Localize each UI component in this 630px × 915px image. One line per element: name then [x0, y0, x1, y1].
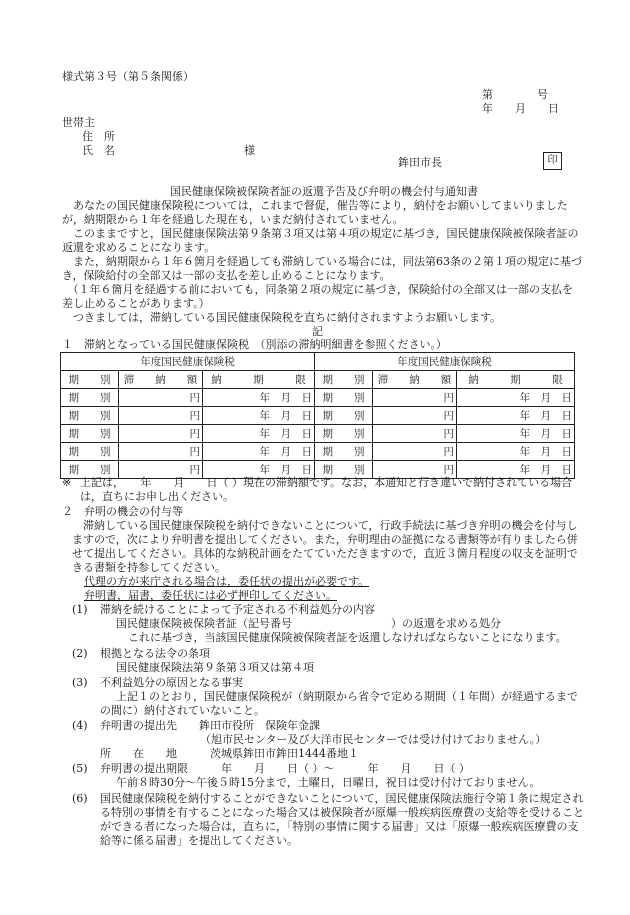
item6-number: (6) [72, 792, 88, 805]
recipient-honorific: 様 [244, 144, 255, 157]
item4-title: 弁明書の提出先 鉾田市役所 保険年金課 [100, 719, 320, 732]
col-period: 期 別 [315, 371, 373, 389]
item4-address-label: 所 在 地 [100, 747, 177, 760]
note-mark: ※ [62, 476, 72, 489]
ki-mark: 記 [312, 325, 323, 338]
table-row [61, 443, 575, 461]
section2-note-seal: 弁明書，届書，委任状には必ず押印してください。 [84, 589, 337, 602]
item2-title: 根拠となる法令の条項 [100, 647, 210, 660]
item1-title: 滞納を続けることによって予定される不利益処分の内容 [100, 603, 375, 616]
row-due-cell: 年 月 日 [457, 389, 575, 407]
intro-paragraph-5: つきましては，滞納している国民健康保険税を直ちに納付されますようお願いします。 [62, 311, 502, 324]
row-period-cell: 期 別 [61, 407, 119, 425]
row-amount-cell: 円 [373, 407, 457, 425]
intro-paragraph-4: （１年６箇月を経過する前においても，同条第２項の規定に基づき，保険給付の全部又は一部の支払を差し止めることがあります。） [62, 283, 574, 310]
item4-line1: （旭市民センター及び大洋市民センターでは受け付けておりません。） [200, 733, 547, 746]
official-seal: 印 [543, 152, 562, 170]
row-amount-cell: 円 [119, 443, 203, 461]
item1-line2: これに基づき，当該国民健康保険被保険者証を返還しなければならないことになります。 [128, 631, 567, 644]
item3-body: 上記１のとおり，国民健康保険税が（納期限から省令で定める期間（１年間）が経過するまでの間に）納付されていないこと。 [100, 690, 578, 717]
item5-number: (5) [72, 762, 88, 775]
row-period-cell: 期 別 [315, 425, 373, 443]
item1-number: (1) [72, 603, 88, 616]
col-due: 納 期 限 [203, 371, 315, 389]
row-period-cell: 期 別 [61, 425, 119, 443]
row-due-cell: 年 月 日 [203, 425, 315, 443]
issuer-mayor: 鉾田市長 [398, 156, 442, 169]
table-column-header [61, 371, 575, 389]
table-group-header [61, 353, 575, 371]
recipient-name-label: 氏 名 [82, 144, 115, 157]
item5-title: 弁明書の提出期限 年 月 日（ ）～ 年 月 日（ ） [100, 762, 470, 775]
section1-heading: １ 滞納となっている国民健康保険税 （別添の滞納明細書を参照ください。） [62, 338, 447, 351]
item3-title: 不利益処分の原因となる事実 [100, 676, 243, 689]
recipient-address-label: 住 所 [82, 130, 115, 143]
row-period-cell: 期 別 [315, 407, 373, 425]
row-period-cell: 期 別 [315, 443, 373, 461]
form-number: 様式第３号（第５条関係） [62, 70, 194, 83]
col-amount: 滞 納 額 [119, 371, 203, 389]
col-due: 納 期 限 [457, 371, 575, 389]
issue-date: 年 月 日 [482, 102, 559, 115]
row-amount-cell: 円 [373, 425, 457, 443]
item4-number: (4) [72, 719, 88, 732]
row-due-cell: 年 月 日 [203, 407, 315, 425]
delinquency-table [60, 352, 575, 479]
row-period-cell: 期 別 [315, 389, 373, 407]
section2-body: 滞納している国民健康保険税を納付できないことについて，行政手続法に基づき弁明の機会を付与しますので，次により弁明書を提出してください。また，弁明理由の証拠になる書類等が有りましたら併せて提出してください。具体的な納税計画をたてていただきますので，直近３箇月程度の収支を証明できる書類を持参してください。 [72, 519, 578, 574]
document-title: 国民健康保険被保険者証の返還予告及び弁明の機会付与通知書 [170, 185, 478, 198]
row-amount-cell: 円 [119, 425, 203, 443]
row-period-cell: 期 別 [61, 443, 119, 461]
row-due-cell: 年 月 日 [457, 461, 575, 479]
row-amount-cell: 円 [373, 389, 457, 407]
table-row [61, 425, 575, 443]
row-period-cell: 期 別 [315, 461, 373, 479]
group-right-header: 年度国民健康保険税 [315, 353, 575, 371]
row-amount-cell: 円 [119, 461, 203, 479]
item6-body: 国民健康保険税を納付することができないことについて，国民健康保険法施行令第１条に規定される特別の事情を有することになった場合又は被保険者が原爆一般疾病医療費の支給等を受けることができる者になった場合は，直ちに，「特別の事情に関する届書」又は「原爆一般疾病医療費の支給等に係る届書」を提出してください。 [100, 792, 584, 847]
group-left-header: 年度国民健康保険税 [61, 353, 315, 371]
row-amount-cell: 円 [119, 407, 203, 425]
row-due-cell: 年 月 日 [203, 461, 315, 479]
document-number: 第 号 [482, 88, 548, 101]
section2-heading: ２ 弁明の機会の付与等 [62, 505, 183, 518]
item2-line1: 国民健康保険法第９条第３項又は第４項 [116, 661, 314, 674]
recipient-head: 世帯主 [62, 116, 95, 129]
intro-paragraph-1: あなたの国民健康保険税については，これまで督促，催告等により，納付をお願いしてまいりましたが，納期限から１年を経過した現在も，いまだ納付されていません。 [62, 199, 568, 226]
row-period-cell: 期 別 [61, 389, 119, 407]
row-due-cell: 年 月 日 [457, 425, 575, 443]
table-row [61, 407, 575, 425]
row-due-cell: 年 月 日 [203, 443, 315, 461]
item4-address: 茨城県鉾田市鉾田1444番地１ [210, 747, 359, 760]
item2-number: (2) [72, 647, 88, 660]
intro-paragraph-3: また，納期限から１年６箇月を経過しても滞納している場合には，同法第63条の２第１項の規定に基づき，保険給付の全部又は一部の支払を差し止めることになります。 [62, 255, 582, 282]
row-period-cell: 期 別 [61, 461, 119, 479]
row-amount-cell: 円 [373, 461, 457, 479]
item5-line1: 午前８時30分～午後５時15分まで，土曜日，日曜日，祝日は受け付けておりません。 [116, 776, 541, 789]
col-period: 期 別 [61, 371, 119, 389]
row-due-cell: 年 月 日 [457, 407, 575, 425]
item3-number: (3) [72, 676, 88, 689]
item1-line1: 国民健康保険被保険者証（記号番号 ）の返還を求める処分 [116, 617, 501, 630]
row-amount-cell: 円 [119, 389, 203, 407]
row-due-cell: 年 月 日 [457, 443, 575, 461]
section2-note-proxy: 代理の方が来庁される場合は，委任状の提出が必要です。 [84, 575, 370, 588]
note-text: 上記は， 年 月 日（ ）現在の滞納額です。なお，本通知と行き違いで納付されている場合は，直ちにお申し出ください。 [80, 476, 573, 503]
col-amount: 滞 納 額 [373, 371, 457, 389]
intro-paragraph-2: このままですと，国民健康保険法第９条第３項又は第４項の規定に基づき，国民健康保険被保険者証の返還を求めることになります。 [62, 227, 579, 254]
row-amount-cell: 円 [373, 443, 457, 461]
table-row [61, 389, 575, 407]
row-due-cell: 年 月 日 [203, 389, 315, 407]
